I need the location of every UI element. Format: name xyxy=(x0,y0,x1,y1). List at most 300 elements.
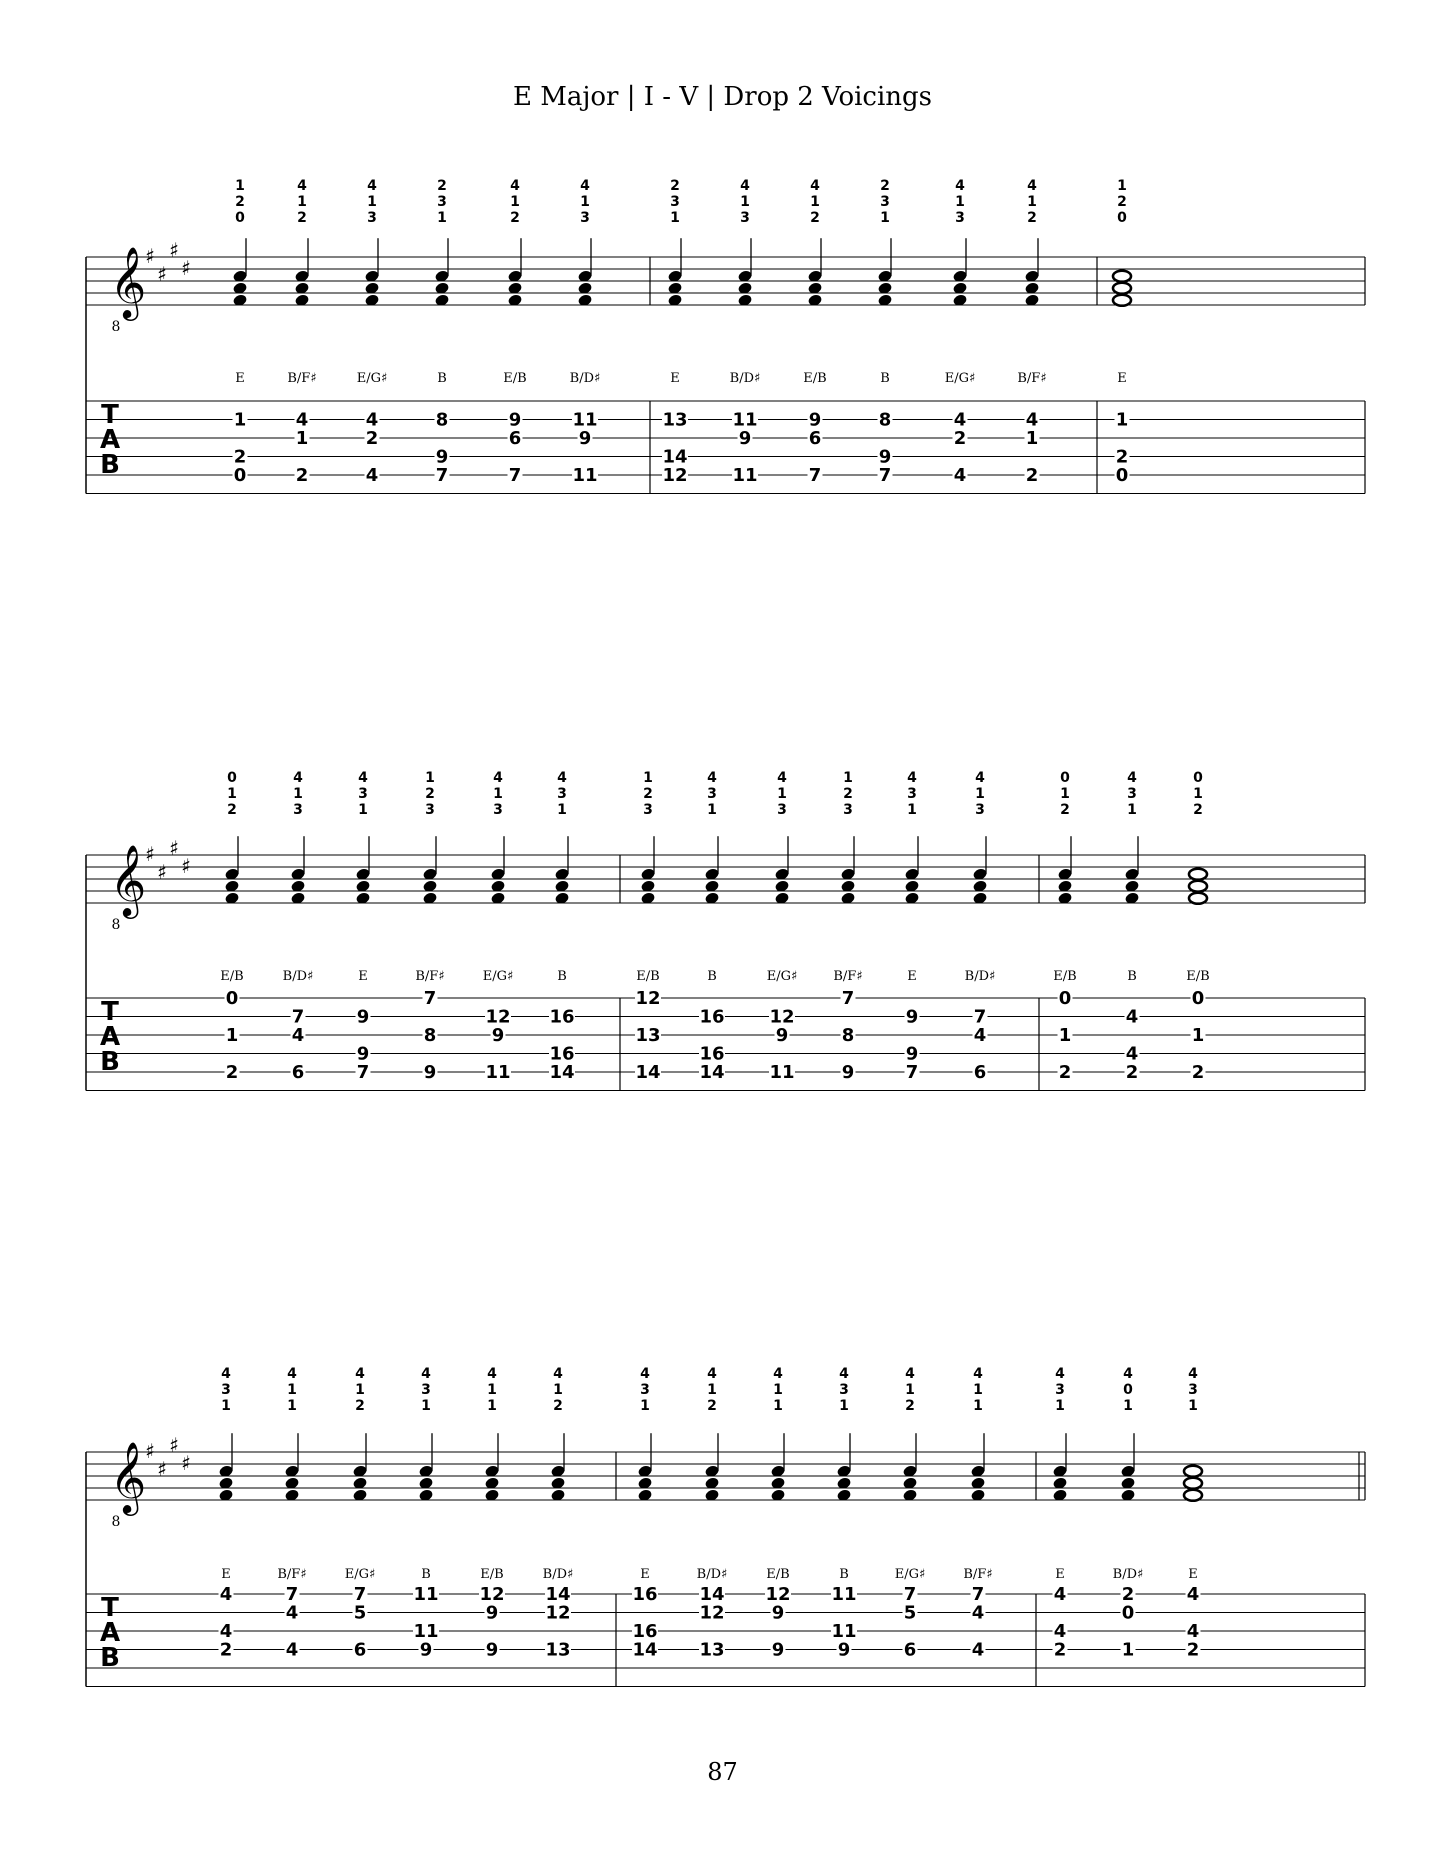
tab-fret-number: 0 xyxy=(1191,988,1205,1009)
tab-fret-number: 16 xyxy=(699,1006,725,1028)
chord-name: E/G♯ xyxy=(766,969,798,984)
fingering-number: 3 xyxy=(880,194,890,210)
tab-label: A xyxy=(99,1618,121,1648)
clef-octave-mark: 8 xyxy=(111,319,121,335)
tab-fret-number: 4 xyxy=(365,409,379,431)
tab-fret-number: 12 xyxy=(769,1006,795,1028)
fingering-number: 1 xyxy=(1117,178,1127,194)
tab-fret-number: 12 xyxy=(662,465,688,486)
tab-fret-number: 7 xyxy=(435,465,449,486)
fingering-number: 1 xyxy=(905,1382,915,1398)
tab-fret-number: 11 xyxy=(769,1062,795,1083)
tab-fret-number: 14 xyxy=(662,446,688,468)
tab-fret-number: 7 xyxy=(878,465,892,486)
fingering-number: 0 xyxy=(227,770,237,786)
fingering-number: 4 xyxy=(777,770,787,786)
tab-fret-number: 7 xyxy=(508,465,522,486)
fingering-number: 2 xyxy=(235,194,245,210)
chord-name: B xyxy=(557,969,567,984)
tab-fret-number: 2 xyxy=(233,446,247,468)
chord-name: B/F♯ xyxy=(415,969,445,984)
fingering-number: 2 xyxy=(880,178,890,194)
tab-fret-number: 8 xyxy=(435,409,449,431)
tab-fret-number: 0 xyxy=(1121,1602,1135,1624)
chord-name: E xyxy=(1117,371,1127,386)
tab-fret-number: 13 xyxy=(662,409,688,431)
tab-fret-number: 2 xyxy=(225,1062,239,1083)
chord-name: B/D♯ xyxy=(569,371,601,386)
tab-fret-number: 14 xyxy=(545,1584,571,1605)
fingering-number: 1 xyxy=(740,194,750,210)
tab-fret-number: 4 xyxy=(971,1602,985,1624)
tab-fret-number: 2 xyxy=(1125,1062,1139,1083)
tab-fret-number: 6 xyxy=(973,1062,987,1083)
tab-fret-number: 11 xyxy=(485,1062,511,1083)
tab-fret-number: 4 xyxy=(1125,1006,1139,1028)
fingering-number: 4 xyxy=(221,1366,231,1382)
whole-notehead xyxy=(1184,1466,1202,1477)
tab-fret-number: 7 xyxy=(291,1006,305,1028)
tab-fret-number: 1 xyxy=(225,1025,239,1046)
key-signature-sharp: ♯ xyxy=(157,262,167,286)
chord-name: E/G♯ xyxy=(894,1567,926,1582)
tab-label: B xyxy=(100,450,120,480)
fingering-number: 3 xyxy=(707,786,717,802)
tab-fret-number: 8 xyxy=(878,409,892,431)
fingering-number: 3 xyxy=(221,1382,231,1398)
chord-name: E xyxy=(358,969,368,984)
fingering-number: 1 xyxy=(880,210,890,226)
chord-name: B/D♯ xyxy=(542,1567,574,1582)
fingering-number: 1 xyxy=(493,786,503,802)
whole-notehead xyxy=(1189,893,1207,904)
fingering-number: 2 xyxy=(297,210,307,226)
fingering-number: 1 xyxy=(287,1382,297,1398)
fingering-number: 3 xyxy=(493,802,503,818)
fingering-number: 2 xyxy=(905,1398,915,1414)
fingering-number: 4 xyxy=(810,178,820,194)
fingering-number: 3 xyxy=(1055,1382,1065,1398)
tab-fret-number: 6 xyxy=(903,1639,917,1661)
fingering-number: 1 xyxy=(707,1382,717,1398)
fingering-number: 1 xyxy=(293,786,303,802)
chord-name: B xyxy=(839,1567,849,1582)
tab-fret-number: 5 xyxy=(903,1602,917,1624)
fingering-number: 1 xyxy=(1188,1398,1198,1414)
fingering-number: 4 xyxy=(487,1366,497,1382)
tab-fret-number: 4 xyxy=(1125,1043,1139,1065)
whole-notehead xyxy=(1189,881,1207,892)
whole-notehead xyxy=(1113,271,1131,282)
fingering-number: 2 xyxy=(1060,802,1070,818)
fingering-number: 2 xyxy=(810,210,820,226)
key-signature-sharp: ♯ xyxy=(157,1457,167,1481)
fingering-number: 1 xyxy=(358,802,368,818)
fingering-number: 0 xyxy=(235,210,245,226)
fingering-number: 1 xyxy=(510,194,520,210)
tab-fret-number: 7 xyxy=(356,1062,370,1083)
chord-name: B/D♯ xyxy=(964,969,996,984)
tab-fret-number: 9 xyxy=(808,409,822,431)
chord-name: B xyxy=(880,371,890,386)
tab-fret-number: 11 xyxy=(732,409,758,431)
tab-fret-number: 4 xyxy=(973,1025,987,1046)
tab-fret-number: 7 xyxy=(808,465,822,486)
tab-fret-number: 1 xyxy=(1121,1639,1135,1661)
chord-name: E/G♯ xyxy=(356,371,388,386)
tab-fret-number: 1 xyxy=(1025,428,1039,449)
tab-fret-number: 11 xyxy=(572,465,598,486)
chord-name: E/B xyxy=(220,969,244,984)
tab-label: A xyxy=(99,1022,121,1052)
fingering-number: 4 xyxy=(1127,770,1137,786)
chord-name: B/F♯ xyxy=(833,969,863,984)
fingering-number: 1 xyxy=(1027,194,1037,210)
fingering-number: 3 xyxy=(843,802,853,818)
fingering-number: 2 xyxy=(1117,194,1127,210)
chord-name: B/F♯ xyxy=(1017,371,1047,386)
chord-name: E/B xyxy=(1053,969,1077,984)
whole-notehead xyxy=(1189,869,1207,880)
tab-label: T xyxy=(101,997,119,1027)
fingering-number: 3 xyxy=(437,194,447,210)
tab-fret-number: 12 xyxy=(545,1602,571,1624)
fingering-number: 1 xyxy=(580,194,590,210)
tab-fret-number: 9 xyxy=(508,409,522,431)
fingering-number: 1 xyxy=(221,1398,231,1414)
tab-fret-number: 9 xyxy=(491,1025,505,1046)
key-signature-sharp: ♯ xyxy=(181,256,191,280)
tab-fret-number: 6 xyxy=(353,1639,367,1661)
tab-fret-number: 9 xyxy=(771,1602,785,1624)
fingering-number: 1 xyxy=(1193,786,1203,802)
chord-name: E/G♯ xyxy=(482,969,514,984)
fingering-number: 2 xyxy=(355,1398,365,1414)
tab-fret-number: 9 xyxy=(841,1062,855,1083)
tab-fret-number: 4 xyxy=(365,465,379,486)
fingering-number: 4 xyxy=(1055,1366,1065,1382)
fingering-number: 1 xyxy=(975,786,985,802)
tab-fret-number: 2 xyxy=(295,465,309,486)
fingering-number: 1 xyxy=(235,178,245,194)
tab-fret-number: 2 xyxy=(953,428,967,449)
tab-fret-number: 12 xyxy=(485,1006,511,1028)
key-signature-sharp: ♯ xyxy=(145,1439,155,1463)
chord-name: E xyxy=(221,1567,231,1582)
tab-fret-number: 1 xyxy=(233,409,247,431)
key-signature-sharp: ♯ xyxy=(169,836,179,860)
clef-octave-mark: 8 xyxy=(111,917,121,933)
tab-fret-number: 0 xyxy=(1058,988,1072,1009)
tab-fret-number: 4 xyxy=(285,1602,299,1624)
tab-fret-number: 9 xyxy=(905,1043,919,1065)
tab-fret-number: 13 xyxy=(699,1639,725,1661)
tab-fret-number: 2 xyxy=(1115,446,1129,468)
fingering-number: 2 xyxy=(425,786,435,802)
tab-fret-number: 1 xyxy=(1115,409,1129,431)
fingering-number: 3 xyxy=(557,786,567,802)
tab-fret-number: 9 xyxy=(485,1639,499,1661)
tab-fret-number: 0 xyxy=(233,465,247,486)
fingering-number: 0 xyxy=(1123,1382,1133,1398)
tab-fret-number: 11 xyxy=(732,465,758,486)
tab-fret-number: 12 xyxy=(765,1584,791,1605)
fingering-number: 1 xyxy=(1123,1398,1133,1414)
tab-fret-number: 9 xyxy=(435,446,449,468)
fingering-number: 4 xyxy=(493,770,503,786)
fingering-number: 3 xyxy=(580,210,590,226)
fingering-number: 0 xyxy=(1117,210,1127,226)
tab-fret-number: 2 xyxy=(1121,1584,1135,1605)
tab-fret-number: 7 xyxy=(905,1062,919,1083)
fingering-number: 4 xyxy=(1027,178,1037,194)
fingering-number: 4 xyxy=(955,178,965,194)
tab-fret-number: 9 xyxy=(771,1639,785,1661)
chord-name: B xyxy=(421,1567,431,1582)
page-number: 87 xyxy=(707,1758,738,1786)
tab-fret-number: 4 xyxy=(1025,409,1039,431)
tab-fret-number: 14 xyxy=(632,1639,658,1661)
whole-notehead xyxy=(1113,283,1131,294)
chord-name: B/D♯ xyxy=(1112,1567,1144,1582)
chord-name: E/B xyxy=(480,1567,504,1582)
tab-fret-number: 9 xyxy=(356,1006,370,1028)
tab-fret-number: 6 xyxy=(508,428,522,449)
tab-fret-number: 0 xyxy=(1115,465,1129,486)
chord-name: E/B xyxy=(636,969,660,984)
tab-fret-number: 11 xyxy=(831,1621,857,1642)
tab-label: B xyxy=(100,1047,120,1077)
fingering-number: 2 xyxy=(670,178,680,194)
tab-fret-number: 2 xyxy=(1053,1639,1067,1661)
fingering-number: 2 xyxy=(437,178,447,194)
tab-fret-number: 4 xyxy=(1053,1621,1067,1642)
fingering-number: 1 xyxy=(367,194,377,210)
chord-name: E xyxy=(670,371,680,386)
fingering-number: 3 xyxy=(955,210,965,226)
fingering-number: 2 xyxy=(553,1398,563,1414)
chord-name: E/B xyxy=(1186,969,1210,984)
fingering-number: 1 xyxy=(1127,802,1137,818)
tab-fret-number: 9 xyxy=(578,428,592,449)
tab-fret-number: 9 xyxy=(775,1025,789,1046)
fingering-number: 4 xyxy=(773,1366,783,1382)
chord-name: E xyxy=(1188,1567,1198,1582)
fingering-number: 3 xyxy=(777,802,787,818)
fingering-number: 1 xyxy=(973,1398,983,1414)
fingering-number: 4 xyxy=(421,1366,431,1382)
fingering-number: 3 xyxy=(670,194,680,210)
fingering-number: 4 xyxy=(905,1366,915,1382)
tab-fret-number: 5 xyxy=(353,1602,367,1624)
tab-fret-number: 7 xyxy=(841,988,855,1009)
tab-fret-number: 1 xyxy=(1058,1025,1072,1046)
tab-fret-number: 11 xyxy=(831,1584,857,1605)
tab-fret-number: 7 xyxy=(285,1584,299,1605)
tab-fret-number: 4 xyxy=(953,409,967,431)
tab-fret-number: 6 xyxy=(808,428,822,449)
chord-name: E/G♯ xyxy=(944,371,976,386)
tab-fret-number: 12 xyxy=(699,1602,725,1624)
fingering-number: 4 xyxy=(839,1366,849,1382)
tab-fret-number: 4 xyxy=(953,465,967,486)
fingering-number: 2 xyxy=(510,210,520,226)
chord-name: B/D♯ xyxy=(729,371,761,386)
fingering-number: 4 xyxy=(557,770,567,786)
tab-label: B xyxy=(100,1643,120,1673)
key-signature-sharp: ♯ xyxy=(169,1433,179,1457)
tab-fret-number: 7 xyxy=(903,1584,917,1605)
fingering-number: 1 xyxy=(1055,1398,1065,1414)
clef-octave-mark: 8 xyxy=(111,1514,121,1530)
tab-fret-number: 9 xyxy=(878,446,892,468)
tab-fret-number: 1 xyxy=(295,428,309,449)
fingering-number: 2 xyxy=(1193,802,1203,818)
chord-name: E xyxy=(640,1567,650,1582)
tab-fret-number: 13 xyxy=(635,1025,661,1046)
fingering-number: 2 xyxy=(1027,210,1037,226)
chord-name: E/B xyxy=(766,1567,790,1582)
fingering-number: 4 xyxy=(293,770,303,786)
chord-name: E xyxy=(907,969,917,984)
chord-name: E/B xyxy=(503,371,527,386)
tab-fret-number: 8 xyxy=(841,1025,855,1046)
fingering-number: 4 xyxy=(367,178,377,194)
chord-name: B xyxy=(1127,969,1137,984)
tab-fret-number: 4 xyxy=(219,1584,233,1605)
fingering-number: 4 xyxy=(553,1366,563,1382)
fingering-number: 4 xyxy=(973,1366,983,1382)
tab-fret-number: 2 xyxy=(1191,1062,1205,1083)
fingering-number: 4 xyxy=(1123,1366,1133,1382)
fingering-number: 1 xyxy=(355,1382,365,1398)
treble-8vb-clef: 𝄞 xyxy=(109,843,147,916)
fingering-number: 1 xyxy=(425,770,435,786)
fingering-number: 1 xyxy=(227,786,237,802)
fingering-number: 3 xyxy=(421,1382,431,1398)
fingering-number: 0 xyxy=(1193,770,1203,786)
tab-fret-number: 9 xyxy=(905,1006,919,1028)
fingering-number: 1 xyxy=(810,194,820,210)
fingering-number: 1 xyxy=(839,1398,849,1414)
tab-fret-number: 4 xyxy=(1186,1584,1200,1605)
fingering-number: 2 xyxy=(843,786,853,802)
fingering-number: 1 xyxy=(955,194,965,210)
chord-name: B/F♯ xyxy=(287,371,317,386)
fingering-number: 3 xyxy=(367,210,377,226)
fingering-number: 1 xyxy=(640,1398,650,1414)
tab-fret-number: 4 xyxy=(971,1639,985,1661)
fingering-number: 4 xyxy=(297,178,307,194)
tab-fret-number: 7 xyxy=(973,1006,987,1028)
fingering-number: 1 xyxy=(907,802,917,818)
fingering-number: 4 xyxy=(287,1366,297,1382)
tab-fret-number: 16 xyxy=(549,1043,575,1065)
tab-fret-number: 11 xyxy=(413,1621,439,1642)
chord-name: B/D♯ xyxy=(696,1567,728,1582)
fingering-number: 1 xyxy=(707,802,717,818)
tab-fret-number: 4 xyxy=(295,409,309,431)
fingering-number: 0 xyxy=(1060,770,1070,786)
fingering-number: 1 xyxy=(843,770,853,786)
fingering-number: 3 xyxy=(1188,1382,1198,1398)
chord-name: E xyxy=(235,371,245,386)
fingering-number: 1 xyxy=(487,1382,497,1398)
tab-fret-number: 9 xyxy=(419,1639,433,1661)
chord-name: B/D♯ xyxy=(282,969,314,984)
fingering-number: 1 xyxy=(670,210,680,226)
chord-name: B xyxy=(707,969,717,984)
tab-fret-number: 7 xyxy=(353,1584,367,1605)
fingering-number: 3 xyxy=(640,1382,650,1398)
tab-fret-number: 1 xyxy=(1191,1025,1205,1046)
key-signature-sharp: ♯ xyxy=(181,854,191,878)
fingering-number: 3 xyxy=(839,1382,849,1398)
fingering-number: 1 xyxy=(777,786,787,802)
fingering-number: 1 xyxy=(643,770,653,786)
fingering-number: 1 xyxy=(1060,786,1070,802)
tab-fret-number: 9 xyxy=(356,1043,370,1065)
fingering-number: 4 xyxy=(740,178,750,194)
tab-fret-number: 0 xyxy=(225,988,239,1009)
tab-fret-number: 2 xyxy=(1025,465,1039,486)
fingering-number: 4 xyxy=(1188,1366,1198,1382)
whole-notehead xyxy=(1113,295,1131,306)
chord-name: B/F♯ xyxy=(277,1567,307,1582)
chord-name: E/B xyxy=(803,371,827,386)
tab-fret-number: 16 xyxy=(632,1621,658,1642)
tab-fret-number: 4 xyxy=(219,1621,233,1642)
tab-fret-number: 9 xyxy=(485,1602,499,1624)
fingering-number: 3 xyxy=(975,802,985,818)
tab-fret-number: 16 xyxy=(632,1584,658,1605)
tab-fret-number: 9 xyxy=(837,1639,851,1661)
tab-label: T xyxy=(101,400,119,430)
tab-label: A xyxy=(99,425,121,455)
fingering-number: 4 xyxy=(358,770,368,786)
tab-fret-number: 9 xyxy=(738,428,752,449)
tab-fret-number: 14 xyxy=(699,1584,725,1605)
tab-fret-number: 7 xyxy=(423,988,437,1009)
tab-fret-number: 4 xyxy=(1186,1621,1200,1642)
chord-name: E/G♯ xyxy=(344,1567,376,1582)
fingering-number: 2 xyxy=(643,786,653,802)
fingering-number: 3 xyxy=(643,802,653,818)
tab-label: T xyxy=(101,1593,119,1623)
chord-name: B xyxy=(437,371,447,386)
fingering-number: 4 xyxy=(975,770,985,786)
whole-notehead xyxy=(1184,1478,1202,1489)
tab-fret-number: 4 xyxy=(285,1639,299,1661)
fingering-number: 1 xyxy=(437,210,447,226)
tab-fret-number: 16 xyxy=(549,1006,575,1028)
fingering-number: 1 xyxy=(973,1382,983,1398)
fingering-number: 4 xyxy=(907,770,917,786)
tab-fret-number: 14 xyxy=(699,1062,725,1083)
tab-fret-number: 2 xyxy=(219,1639,233,1661)
key-signature-sharp: ♯ xyxy=(181,1451,191,1475)
tab-fret-number: 2 xyxy=(1186,1639,1200,1661)
tab-fret-number: 11 xyxy=(413,1584,439,1605)
fingering-number: 1 xyxy=(487,1398,497,1414)
fingering-number: 1 xyxy=(553,1382,563,1398)
fingering-number: 3 xyxy=(1127,786,1137,802)
treble-8vb-clef: 𝄞 xyxy=(109,1440,147,1513)
fingering-number: 4 xyxy=(640,1366,650,1382)
fingering-number: 4 xyxy=(510,178,520,194)
fingering-number: 1 xyxy=(297,194,307,210)
key-signature-sharp: ♯ xyxy=(157,860,167,884)
